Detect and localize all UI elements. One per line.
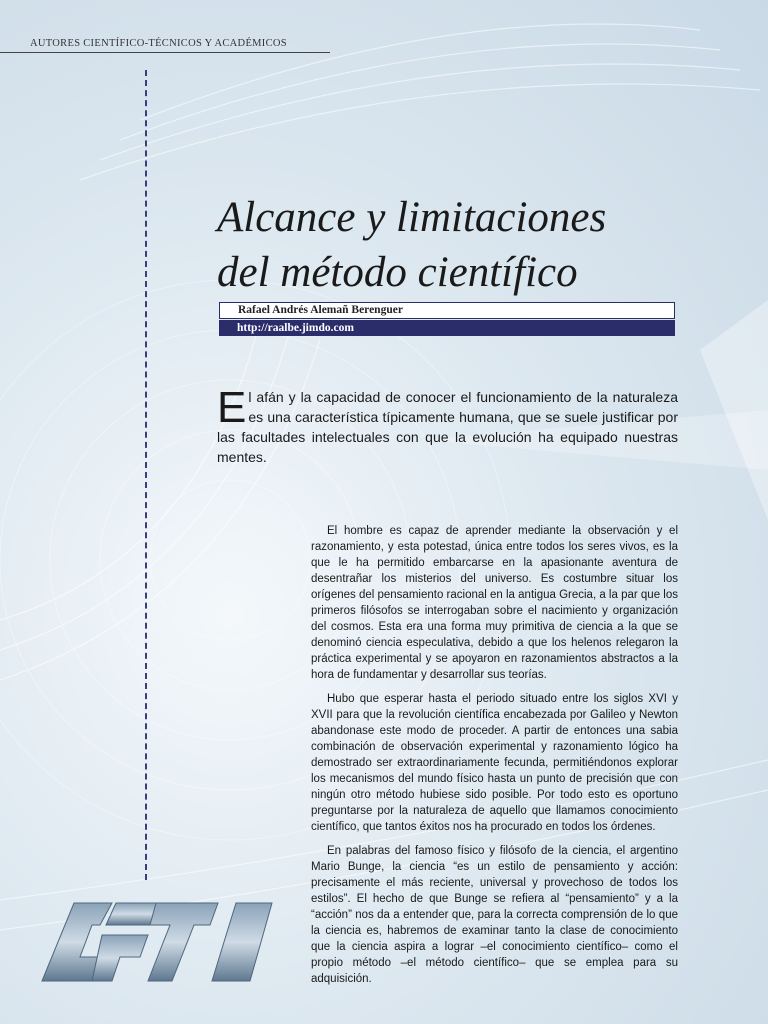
drop-cap: E <box>217 383 247 432</box>
lead-paragraph <box>217 383 678 467</box>
header-rule <box>0 52 330 53</box>
body-paragraph-2: Hubo que esperar hasta el periodo situado entre los siglos XVI y XVII para que la revolución científica encabezada por Galileo y Newton abandonase este modo de proceder. A partir de entonces una sabia combinación de observación experimental y razonamiento lógico ha demostrado ser extraordinariamente fecunda, permitiéndonos explorar los mecanismos del mundo físico hasta un punto de precisión que con ningún otro método hubiese sido posible. Por todo esto es oportuno preguntarse por la naturaleza de aquello que llamamos conocimiento científico, que tantos éxitos nos ha procurado en todos los órdenes. <box>311 693 678 833</box>
author-url[interactable]: http://raalbe.jimdo.com <box>219 320 675 336</box>
body-paragraph-1: El hombre es capaz de aprender mediante la observación y el razonamiento, y esta potestad, única entre todos los seres vivos, es la que le ha permitido embarcarse en la apasionante aventura de desentrañar los misterios del universo. Es costumbre situar los orígenes del pensamiento racional en la antigua Grecia, a la par que los primeros filósofos se interrogaban sobre el nacimiento y organización del cosmos. Esta era una forma muy primitiva de ciencia a la que se denominó ciencia especulativa, debido a que los helenos relegaron la práctica experimental y se apoyaron en razonamientos abstractos a la hora de fundamentar y desarrollar sus teorías. <box>311 525 678 681</box>
body-paragraph-3: En palabras del famoso físico y filósofo de la ciencia, el argentino Mario Bunge, la ciencia “es un estilo de pensamiento y acción: precisamente el más reciente, universal y provechoso de todos los estilos”. El hecho de que Bunge se refiera al “pensamiento” y a la “acción” nos da a entender que, para la correcta comprensión de lo que la ciencia es, habremos de examinar tanto la clase de conocimiento que la ciencia aspira a lograr –el conocimiento científico– como el propio método –el método científico– que se emplea para su adquisición. <box>311 845 678 985</box>
author-name: Rafael Andrés Alemañ Berenguer <box>219 302 675 319</box>
article-title <box>217 190 697 300</box>
title-line-1: Alcance y limitaciones <box>217 194 607 241</box>
body-column <box>311 523 678 995</box>
acta-logo <box>40 895 275 985</box>
lead-text: l afán y la capacidad de conocer el funcionamiento de la naturaleza es una característica típicamente humana, que se suele justificar por las facultades intelectuales con que la evolución ha equipado nuestras mentes. <box>217 389 678 465</box>
vertical-dashed-rule <box>145 70 147 880</box>
title-line-2: del método científico <box>217 249 578 296</box>
section-header: AUTORES CIENTÍFICO-TÉCNICOS Y ACADÉMICOS <box>30 38 287 49</box>
